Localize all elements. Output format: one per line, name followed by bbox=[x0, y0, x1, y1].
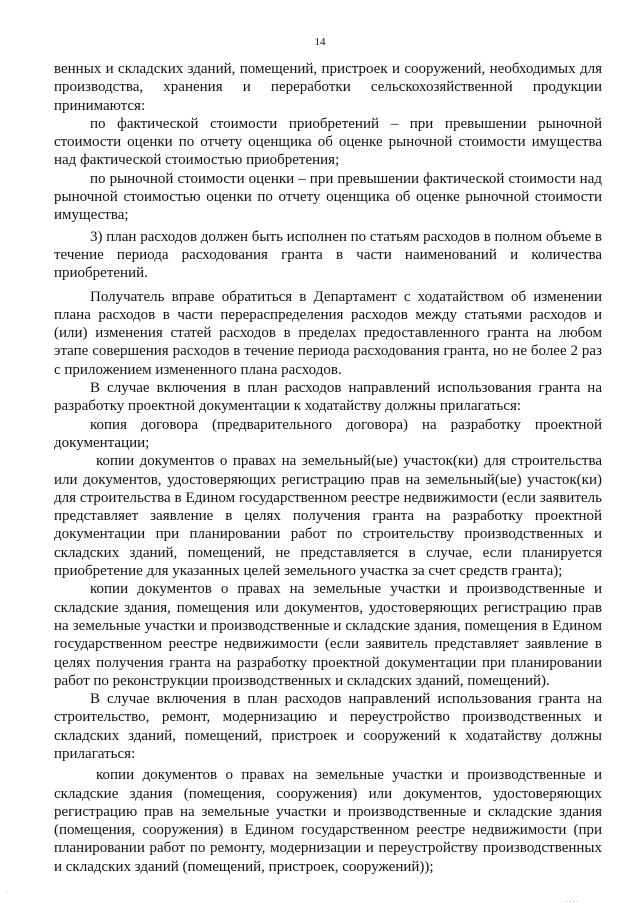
paragraph-buildings-rights: копии документов о правах на земельные участки и производственные и складские здания, помещения или документов, удостоверяющих регистрацию прав на земельные участки и производственные и складские здания, помещения в Едином государственном реестре недвижимости (если заявитель представляет заявление в целях получения гранта на разработку проектной документации при планировании работ по реконструкции производственных и складских зданий, помещений). bbox=[54, 581, 602, 689]
document-body bbox=[54, 60, 602, 876]
paragraph-item-3: 3) план расходов должен быть исполнен по статьям расходов в полном объеме в течение периода расходования гранта в части наименований и количества приобретений. bbox=[54, 228, 602, 282]
paragraph-market-cost: по рыночной стоимости оценки – при превышении фактической стоимости над рыночной стоимостью оценки по отчету оценщика об оценке рыночной стоимости имущества; bbox=[54, 170, 602, 224]
page-number: 14 bbox=[314, 36, 326, 48]
paragraph-petition: Получатель вправе обратиться в Департамент с ходатайством об изменении плана расходов в части перераспределения расходов между статьями расходов и (или) изменения статей расходов в пределах предоставленного гранта на любом этапе совершения расходов в течение периода расходования гранта, но не более 2 раз с приложением измененного плана расходов. bbox=[54, 288, 602, 378]
paragraph-land-rights: копии документов о правах на земельный(ые) участок(ки) для строительства или документов, удостоверяющих регистрацию прав на земельный(ые) участок(ки) для строительства в Едином государственном реестре недвижимости (если заявитель представляет заявление в целях получения гранта на разработку проектной документации при планировании работ по строительству производственных и складских зданий, помещений, не представляется в случае, если планируется приобретение для указанных целей земельного участка за счет средств гранта); bbox=[54, 453, 602, 580]
paragraph-continuation: венных и складских зданий, помещений, пристроек и сооружений, необходимых для производства, хранения и переработки сельскохозяйственной продукции принимаются: bbox=[54, 61, 602, 114]
paragraph-actual-cost: по фактической стоимости приобретений – при превышении рыночной стоимости оценки по отчету оценщика об оценке рыночной стоимости имущества над фактической стоимостью приобретения; bbox=[54, 115, 602, 169]
scan-mark-left: . bbox=[6, 886, 8, 894]
paragraph-construction-intro: В случае включения в план расходов направлений использования гранта на строительство, ремонт, модернизацию и переустройство производственных и складских зданий, помещений, пристроек и сооружений к ходатайству должны прилагаться: bbox=[54, 691, 602, 762]
paragraph-project-docs-intro: В случае включения в план расходов направлений использования гранта на разработку проектной документации к ходатайству должны прилагаться: bbox=[54, 380, 602, 415]
paragraph-construction-rights: копии документов о правах на земельные участки и производственные и складские здания (помещения, сооружения) или документов, удостоверяющих регистрацию прав на земельные участки и производственные и складские здания (помещения, сооружения) в Едином государственном реестре недвижимости (при планировании работ по ремонту, модернизации и переустройству производственных и складских зданий (помещений, пристроек, сооружений)); bbox=[54, 767, 602, 875]
scan-mark-right: . . . . bbox=[566, 896, 579, 904]
paragraph-contract-copy: копия договора (предварительного договора) на разработку проектной документации; bbox=[54, 416, 602, 451]
